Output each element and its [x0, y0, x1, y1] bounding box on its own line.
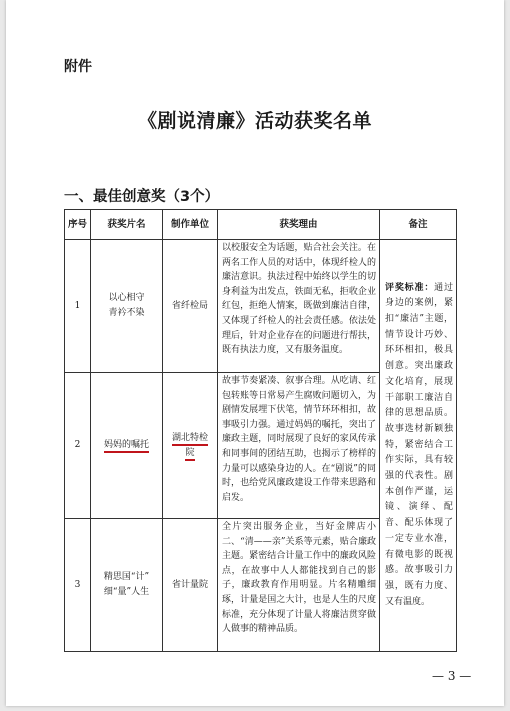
film-title-line: 以心相守: [108, 293, 145, 304]
row-seq: 1: [65, 240, 91, 373]
header-seq: 序号: [65, 210, 91, 240]
row-seq: 3: [65, 519, 91, 652]
table-header-row: [65, 210, 457, 240]
row-unit: 省计量院: [163, 519, 218, 652]
row-film: [91, 519, 163, 652]
header-reason: 获奖理由: [218, 210, 380, 240]
header-film: 获奖片名: [91, 210, 163, 240]
row-film: [91, 240, 163, 373]
note-cell: [380, 240, 457, 652]
unit-underlined-line: 湖北特检: [172, 433, 208, 446]
row-reason: 故事节奏紧凑、叙事合理。从吃请、红包转账等日常易产生腐败问题切入，为剧情发展埋下伏笔，情节环环相扣，故事吸引力强。通过妈妈的嘱托，突出了廉政主题，同时展现了良好的家风传承和同事间的团结互助，也揭示了榜样的力量可以感染身边的人。在“剧说”的同时，也给党风廉政建设工作带来思路和启发。: [218, 373, 380, 519]
unit-underlined-line: 院: [185, 448, 194, 461]
header-note: 备注: [380, 210, 457, 240]
film-title-line: 精思国“计”: [103, 572, 150, 583]
page-number: — 3 —: [432, 669, 472, 683]
film-title-underlined: 妈妈的嘱托: [104, 440, 149, 453]
row-unit: [163, 373, 218, 519]
document-page: [6, 0, 504, 706]
header-unit: 制作单位: [163, 210, 218, 240]
table-row: [65, 240, 457, 373]
row-reason: 全片突出服务企业，当好金牌店小二、“清——亲”关系等元素，贴合廉政主题。紧密结合计量工作中的廉政风险点，在故事中人人都能找到自己的影子，廉政教育作用明显。片名精雕细琢，计量是国之大计，也是人生的尺度标准，充分体现了计量人将廉洁贯穿做人做事的精神品质。: [218, 519, 380, 652]
row-seq: 2: [65, 373, 91, 519]
row-film: [91, 373, 163, 519]
film-title-line: 青衿不染: [108, 308, 145, 318]
section-title: 一、最佳创意奖（3个）: [64, 189, 220, 205]
attachment-label: 附件: [64, 59, 92, 75]
document-title: 《剧说清廉》活动获奖名单: [137, 110, 372, 132]
row-unit: 省纤检局: [163, 240, 218, 373]
note-text: 通过身边的案例，紧扣“廉洁”主题，情节设计巧妙、环环相扣，极具创意。突出廉政文化培育，展现干部职工廉洁自律的思想品质。故事选材新颖独特，紧密结合工作实际，具有较强的代表性。剧本创作严谨，运镜、演绎、配音、配乐体现了一定专业水准，有微电影的既视感。故事吸引力强，既有力度、又有温度。: [385, 282, 453, 607]
row-reason: 以校服安全为话题，贴合社会关注。在两名工作人员的对话中，体现纤检人的廉洁意识。执法过程中始终以学生的切身利益为出发点，铁面无私，拒收企业红包，拒绝人情案，既做到廉洁自律，又体现了纤检人的社会责任感。依法处理后，针对企业存在的问题进行帮扶，既有执法力度，又有服务温度。: [218, 240, 380, 373]
film-title-line: 细“量”人生: [103, 587, 150, 597]
note-label: 评奖标准：: [385, 282, 435, 293]
awards-table: [64, 209, 457, 652]
